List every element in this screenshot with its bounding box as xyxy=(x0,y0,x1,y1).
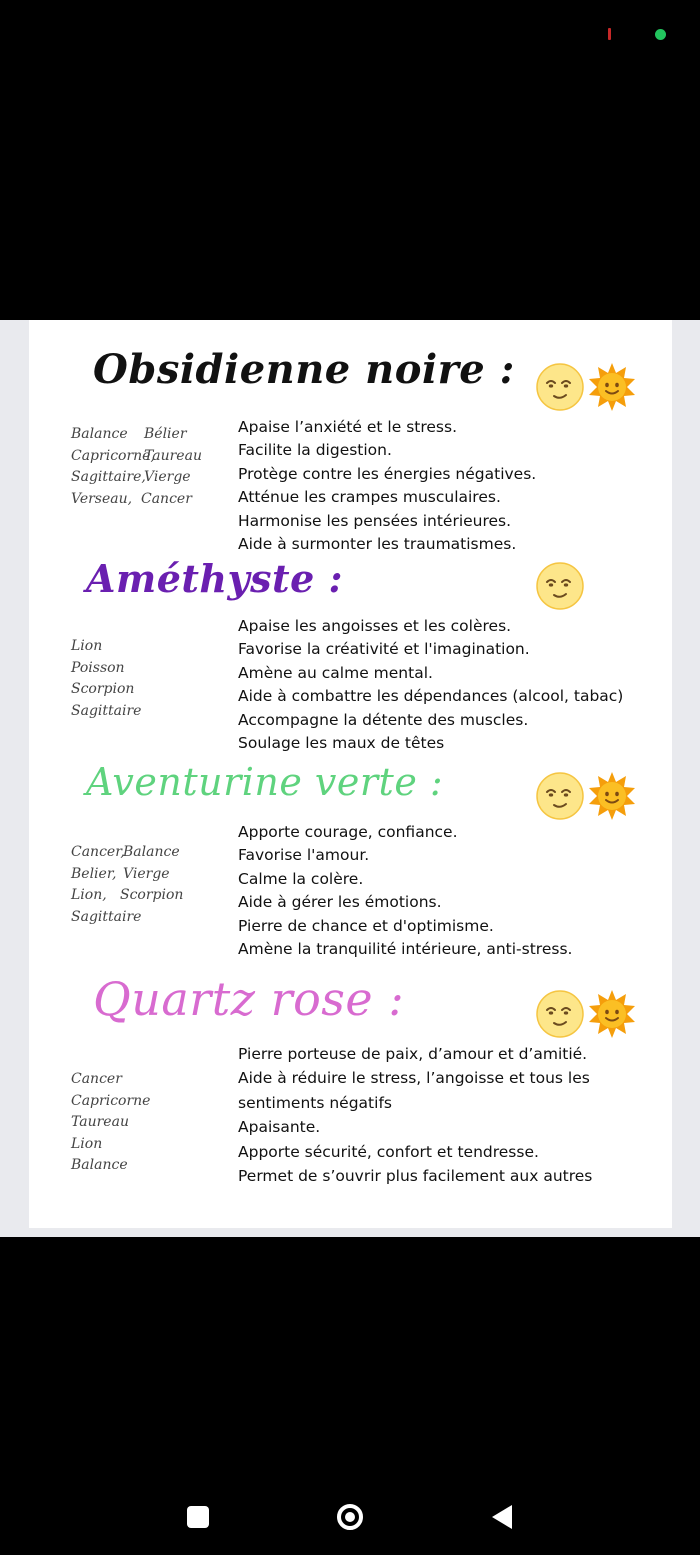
zodiac-sign: Cancer xyxy=(71,1071,122,1087)
zodiac-sign: Lion xyxy=(71,638,103,654)
document-viewer[interactable] xyxy=(0,320,700,1237)
zodiac-sign: Vierge xyxy=(123,865,170,882)
sun-face-icon xyxy=(588,363,636,411)
property-item: Protège contre les énergies négatives. xyxy=(238,464,537,483)
property-item: Aide à gérer les émotions. xyxy=(238,893,442,912)
property-item: Aide à réduire le stress, l’angoisse et tous les sentiments négatifs xyxy=(238,1069,590,1112)
zodiac-sign: Scorpion xyxy=(71,681,135,697)
property-item: Apporte courage, confiance. xyxy=(238,823,458,841)
zodiac-sign: Poisson xyxy=(71,659,125,676)
zodiac-sign: Belier, xyxy=(71,865,117,882)
recents-icon xyxy=(187,1506,209,1528)
property-item: Apaise l’anxiété et le stress. xyxy=(238,418,458,436)
section-icons xyxy=(536,363,636,411)
properties-list xyxy=(238,416,638,556)
zodiac-sign: Sagittaire xyxy=(71,702,142,719)
moon-face-icon xyxy=(536,772,584,820)
property-item: Apporte sécurité, confort et tendresse. xyxy=(238,1142,539,1161)
property-item: Accompagne la détente des muscles. xyxy=(238,710,529,729)
properties-list xyxy=(238,1042,618,1188)
property-item: Apaise les angoisses et les colères. xyxy=(238,617,512,635)
home-icon xyxy=(337,1504,363,1530)
property-item: Pierre de chance et d'optimisme. xyxy=(238,916,494,935)
zodiac-sign: Lion xyxy=(71,1135,103,1152)
zodiac-sign: Taureau xyxy=(71,1114,129,1130)
property-item: Facilite la digestion. xyxy=(238,441,392,460)
moon-face-icon xyxy=(536,990,584,1038)
zodiac-sign: Balance xyxy=(71,1157,128,1173)
document-page xyxy=(29,320,672,1228)
property-item: Amène au calme mental. xyxy=(238,663,433,682)
recents-button[interactable] xyxy=(178,1497,218,1537)
properties-list xyxy=(238,821,638,961)
back-button[interactable] xyxy=(482,1497,522,1537)
privacy-indicator-icon xyxy=(655,29,666,40)
properties-list xyxy=(238,615,638,755)
zodiac-signs xyxy=(71,636,141,722)
section-icons xyxy=(536,562,584,610)
zodiac-sign: Cancer, xyxy=(71,844,125,860)
zodiac-signs xyxy=(71,424,202,510)
property-item: Aide à combattre les dépendances (alcool, tabac) xyxy=(238,687,624,706)
zodiac-sign: Lion, xyxy=(71,887,107,903)
section-title: Quartz rose : xyxy=(93,972,405,1026)
section-icons xyxy=(536,772,636,820)
property-item: Amène la tranquilité intérieure, anti-stress. xyxy=(238,940,573,959)
section-title: Obsidienne noire : xyxy=(93,346,515,393)
section-icons xyxy=(536,990,636,1038)
property-item: Favorise l'amour. xyxy=(238,846,370,865)
section-title: Améthyste : xyxy=(86,556,344,601)
property-item: Permet de s’ouvrir plus facilement aux autres xyxy=(238,1167,593,1186)
property-item: Pierre porteuse de paix, d’amour et d’amitié. xyxy=(238,1045,588,1063)
moon-face-icon xyxy=(536,363,584,411)
property-item: Harmonise les pensées intérieures. xyxy=(238,511,512,530)
property-item: Apaisante. xyxy=(238,1118,321,1137)
sun-face-icon xyxy=(588,772,636,820)
navigation-bar xyxy=(0,1475,700,1555)
zodiac-sign: Vierge xyxy=(144,469,191,485)
home-button[interactable] xyxy=(330,1497,370,1537)
zodiac-sign: Sagittaire, xyxy=(71,469,146,485)
zodiac-sign: Taureau xyxy=(144,447,202,464)
property-item: Aide à surmonter les traumatismes. xyxy=(238,535,517,554)
property-item: Calme la colère. xyxy=(238,869,364,888)
zodiac-sign: Scorpion xyxy=(120,887,184,903)
moon-face-icon xyxy=(536,562,584,610)
zodiac-sign: Sagittaire xyxy=(71,908,142,925)
zodiac-sign: Verseau, xyxy=(71,490,133,507)
zodiac-sign: Balance xyxy=(123,844,180,860)
zodiac-sign: Capricorne xyxy=(71,1092,151,1109)
sun-face-icon xyxy=(588,990,636,1038)
property-item: Favorise la créativité et l'imagination. xyxy=(238,640,530,659)
status-bar xyxy=(0,0,700,70)
section-title: Aventurine verte : xyxy=(86,760,444,804)
property-item: Atténue les crampes musculaires. xyxy=(238,488,501,507)
zodiac-signs xyxy=(71,1069,150,1177)
recording-indicator-icon xyxy=(608,28,611,40)
zodiac-sign: Bélier xyxy=(144,426,187,442)
zodiac-signs xyxy=(71,842,183,928)
back-icon xyxy=(492,1505,512,1529)
zodiac-sign: Capricorne, xyxy=(71,447,155,464)
zodiac-sign: Balance xyxy=(71,426,128,442)
zodiac-sign: Cancer xyxy=(141,490,192,507)
property-item: Soulage les maux de têtes xyxy=(238,734,445,753)
